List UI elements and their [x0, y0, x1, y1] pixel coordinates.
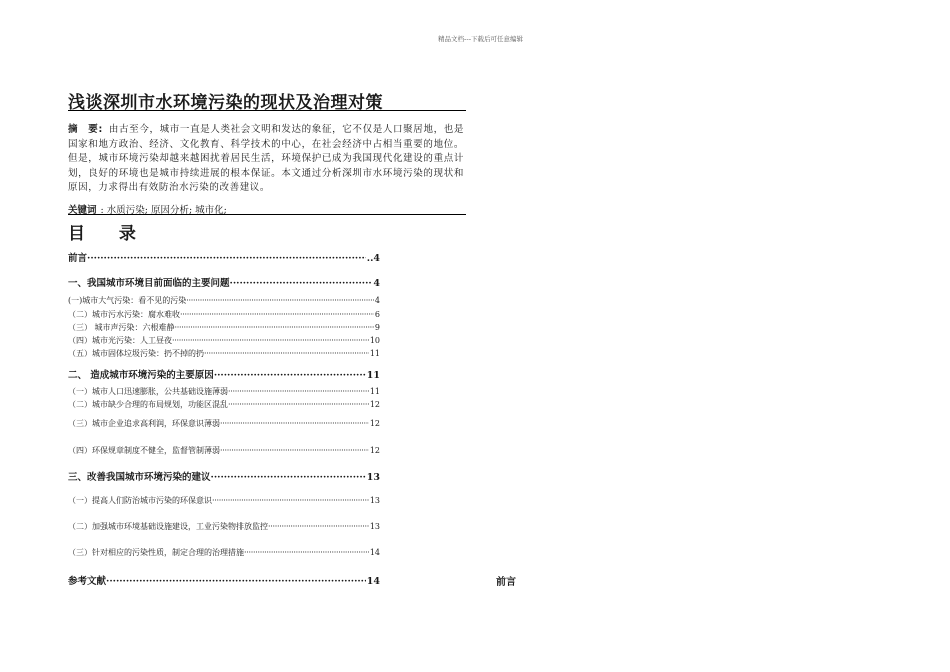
keywords-label: 关键词	[68, 205, 97, 216]
toc-item-section-1[interactable]: 一、我国城市环境目前面临的主要问题 ····· 4	[68, 275, 380, 289]
next-page-heading: 前言	[496, 577, 516, 588]
toc-item-2-3[interactable]: （三）城市企业追求高利润，环保意识薄弱 ····· 12	[68, 418, 380, 429]
keywords-rule	[68, 214, 466, 215]
toc-item-1-1[interactable]: (一)城市大气污染：看不见的污染 ····· 4	[68, 295, 380, 306]
abstract-label: 摘 要:	[68, 124, 103, 135]
toc-item-2-2[interactable]: （二）城市缺少合理的布局规划，功能区混乱 ····· 12	[68, 399, 380, 410]
toc-item-1-4[interactable]: （四）城市光污染：人工昼夜 ····· 10	[68, 335, 380, 346]
toc-item-section-3[interactable]: 三、改善我国城市环境污染的建议 ····· 13	[68, 469, 380, 483]
toc-item-3-3[interactable]: （三）针对相应的污染性质，制定合理的治理措施 ····· 14	[68, 547, 380, 558]
toc-item-2-1[interactable]: （一）城市人口迅速膨胀，公共基础设施薄弱 ····· 11	[68, 386, 380, 397]
toc-item-3-2[interactable]: （二）加强城市环境基础设施建设，工业污染物排放监控 ····· 13	[68, 521, 380, 532]
toc-item-preface[interactable]: 前言 ····· ..4	[68, 250, 380, 264]
toc-title: 目 录	[68, 224, 150, 244]
toc-item-1-3[interactable]: （三） 城市声污染：六根难静 ····· 9	[68, 322, 380, 333]
title-rule	[68, 110, 466, 111]
toc-item-3-1[interactable]: （一）提高人们防治城市污染的环保意识 ····· 13	[68, 495, 380, 506]
toc-item-section-2[interactable]: 二、 造成城市环境污染的主要原因 ····· 11	[68, 367, 380, 381]
keywords-text: : 水质污染; 原因分析; 城市化;	[100, 205, 227, 216]
header-note: 精品文档---下载后可任意编辑	[438, 35, 524, 43]
toc-item-1-5[interactable]: （五）城市固体垃圾污染：扔不掉的扔 ····· 11	[68, 348, 380, 359]
abstract	[68, 123, 464, 196]
toc-item-1-2[interactable]: （二）城市污水污染：腐水难收 ····· 6	[68, 309, 380, 320]
toc-item-2-4[interactable]: （四）环保规章制度不健全，监督管制薄弱 ····· 12	[68, 445, 380, 456]
abstract-text: 由古至今，城市一直是人类社会文明和发达的象征，它不仅是人口聚居地，也是国家和地方政治、经济、文化教育、科学技术的中心，在社会经济中占相当重要的地位。但是，城市环境污染却越来越困扰着居民生活，环境保护已成为我国现代化建设的重点计划，良好的环境也是城市持续进展的根本保证。本文通过分析深圳市水环境污染的现状和原因，力求得出有效防治水污染的改善建议。	[68, 124, 464, 194]
toc-item-references[interactable]: 参考文献 ····· 14	[68, 573, 380, 587]
document-title: 浅谈深圳市水环境污染的现状及治理对策	[68, 93, 383, 113]
